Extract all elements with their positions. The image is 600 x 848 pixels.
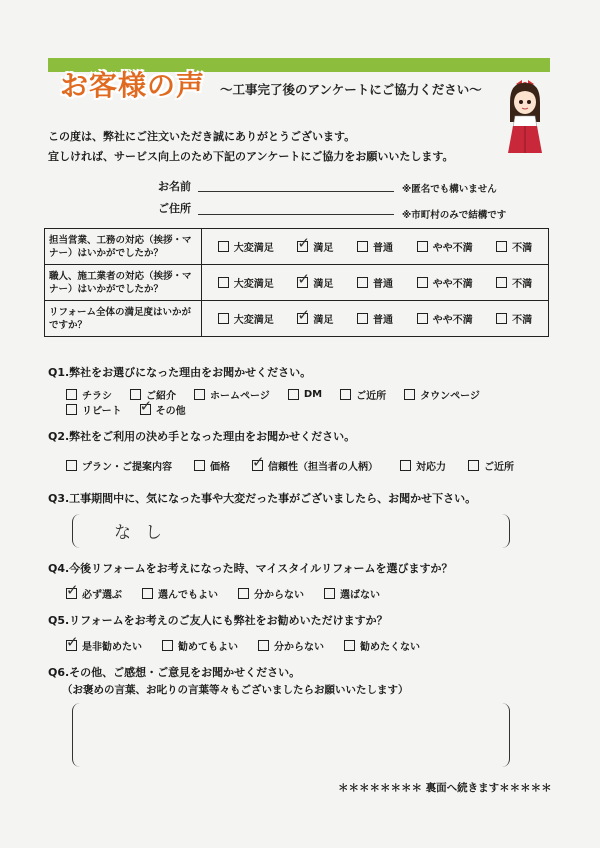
q2-option-plan[interactable]: プラン・ご提案内容 (66, 458, 172, 473)
q1-option-dm[interactable]: DM (288, 389, 322, 400)
checkmark-icon: ✓ (66, 581, 79, 599)
checkbox[interactable] (496, 313, 507, 324)
option-very-satisfied[interactable]: 大変満足 (218, 239, 274, 254)
option-somewhat-unsatisfied[interactable]: やや不満 (417, 275, 473, 290)
q2-title: Q2.弊社をご利用の決め手となった理由をお聞かせください。 (48, 430, 356, 443)
checkbox[interactable] (417, 277, 428, 288)
q4-option-no[interactable]: 選ばない (324, 586, 380, 601)
q5-option-no[interactable]: 勧めたくない (344, 638, 420, 653)
checkbox-checked[interactable] (252, 453, 265, 471)
checkbox[interactable] (66, 389, 77, 400)
name-field[interactable] (198, 190, 394, 192)
checkbox[interactable] (218, 277, 229, 288)
continue-note: ＊＊＊＊＊＊＊＊ 裏面へ続きます＊＊＊＊＊ (338, 782, 552, 794)
checkbox[interactable] (194, 389, 205, 400)
checkbox[interactable] (496, 241, 507, 252)
satisfaction-options (202, 229, 549, 265)
q6-subtitle: （お褒めの言葉、お叱りの言葉等々もございましたらお願いいたします） (62, 684, 409, 696)
checkbox[interactable] (417, 241, 428, 252)
q1-option-repeat[interactable]: リピート (66, 402, 122, 417)
q2-options (66, 453, 514, 473)
address-note: ※市町村のみで結構です (402, 210, 507, 221)
q3-answer: なし (114, 523, 176, 543)
address-field[interactable] (198, 213, 394, 215)
q4-option-unsure[interactable]: 分からない (238, 586, 304, 601)
satisfaction-options (202, 301, 549, 337)
checkbox[interactable] (344, 640, 355, 651)
checkbox[interactable] (496, 277, 507, 288)
checkmark-icon: ✓ (297, 270, 310, 288)
checkbox[interactable] (162, 640, 173, 651)
q2-option-neighborhood[interactable]: ご近所 (468, 458, 514, 473)
option-neutral[interactable]: 普通 (357, 311, 393, 326)
satisfaction-question: 担当営業、工務の対応（挨拶・マナー）はいかがでしたか？ (45, 229, 202, 265)
q4-options (66, 581, 380, 601)
q5-option-maybe[interactable]: 勧めてもよい (162, 638, 238, 653)
q1-options-row-1 (66, 387, 480, 402)
checkmark-icon: ✓ (66, 633, 79, 651)
option-neutral[interactable]: 普通 (357, 275, 393, 290)
checkbox-checked[interactable] (139, 397, 153, 415)
checkbox-checked[interactable] (66, 581, 79, 599)
checkbox[interactable] (404, 389, 415, 400)
q1-option-flyer[interactable]: チラシ (66, 387, 112, 402)
page-title: お客様の声 (60, 69, 206, 102)
checkmark-icon: ✓ (252, 453, 265, 471)
q1-option-neighborhood[interactable]: ご近所 (340, 387, 386, 402)
option-unsatisfied[interactable]: 不満 (496, 239, 532, 254)
address-label: ご住所 (158, 202, 191, 215)
checkbox[interactable] (340, 389, 351, 400)
checkbox[interactable] (194, 460, 205, 471)
q5-option-definitely[interactable]: ✓ 是非勧めたい (66, 633, 142, 653)
option-neutral[interactable]: 普通 (357, 239, 393, 254)
checkbox[interactable] (238, 588, 249, 599)
q1-option-homepage[interactable]: ホームページ (194, 387, 270, 402)
q5-title: Q5.リフォームをお考えのご友人にも弊社をお勧めいただけますか？ (48, 614, 388, 627)
checkbox[interactable] (66, 404, 77, 415)
option-somewhat-unsatisfied[interactable]: やや不満 (417, 239, 473, 254)
name-label: お名前 (158, 180, 191, 193)
checkbox[interactable] (357, 313, 368, 324)
checkbox[interactable] (288, 389, 299, 400)
satisfaction-question: リフォーム全体の満足度はいかがですか？ (45, 301, 202, 337)
q6-answer-box[interactable] (72, 703, 510, 767)
checkbox[interactable] (468, 460, 479, 471)
q1-title: Q1.弊社をお選びになった理由をお聞かせください。 (48, 366, 312, 379)
checkbox-checked[interactable] (297, 234, 310, 252)
checkbox-checked[interactable] (66, 633, 79, 651)
q2-option-trust[interactable]: ✓ 信頼性（担当者の人柄） (252, 453, 378, 473)
checkbox[interactable] (400, 460, 411, 471)
mascot-girl-icon (500, 76, 550, 154)
q2-option-responsiveness[interactable]: 対応力 (400, 458, 446, 473)
option-very-satisfied[interactable]: 大変満足 (218, 311, 274, 326)
intro-line-2: 宜しければ、サービス向上のため下記のアンケートにご協力をお願いいたします。 (48, 150, 454, 163)
satisfaction-question: 職人、施工業者の対応（挨拶・マナー）はいかがでしたか？ (45, 265, 202, 301)
checkbox[interactable] (218, 313, 229, 324)
q2-option-price[interactable]: 価格 (194, 458, 230, 473)
q3-title: Q3.工事期間中に、気になった事や大変だった事がございましたら、お聞かせ下さい。 (48, 492, 477, 505)
checkbox[interactable] (218, 241, 229, 252)
q1-option-townpage[interactable]: タウンページ (404, 387, 480, 402)
q1-options-row-2 (66, 397, 186, 417)
checkbox-checked[interactable] (297, 306, 310, 324)
option-unsatisfied[interactable]: 不満 (496, 275, 532, 290)
option-somewhat-unsatisfied[interactable]: やや不満 (417, 311, 473, 326)
checkbox[interactable] (357, 241, 368, 252)
checkbox[interactable] (142, 588, 153, 599)
option-unsatisfied[interactable]: 不満 (496, 311, 532, 326)
table-row (45, 301, 549, 337)
q5-option-unsure[interactable]: 分からない (258, 638, 324, 653)
checkbox[interactable] (324, 588, 335, 599)
satisfaction-table (44, 228, 549, 337)
option-satisfied[interactable]: ✓ 満足 (297, 234, 334, 254)
option-satisfied[interactable]: ✓ 満足 (297, 306, 334, 326)
intro-line-1: この度は、弊社にご注文いただき誠にありがとうございます。 (48, 130, 356, 143)
name-note: ※匿名でも構いません (402, 184, 497, 195)
checkmark-icon: ✓ (297, 234, 310, 252)
checkbox[interactable] (66, 460, 77, 471)
table-row (45, 229, 549, 265)
q4-option-maybe[interactable]: 選んでもよい (142, 586, 218, 601)
q1-option-referral[interactable]: ご紹介 (130, 387, 176, 402)
q5-options (66, 633, 420, 653)
q6-title: Q6.その他、ご感想・ご意見をお聞かせください。 (48, 666, 301, 679)
checkmark-icon: ✓ (297, 306, 310, 324)
checkmark-icon: ✓ (139, 397, 153, 415)
table-row (45, 265, 549, 301)
q4-option-definitely[interactable]: ✓ 必ず選ぶ (66, 581, 122, 601)
option-satisfied[interactable]: ✓ 満足 (297, 270, 334, 290)
q4-title: Q4.今後リフォームをお考えになった時、マイスタイルリフォームを選びますか？ (48, 562, 453, 575)
option-very-satisfied[interactable]: 大変満足 (218, 275, 274, 290)
q1-option-other[interactable]: ✓ その他 (139, 397, 186, 417)
checkbox[interactable] (357, 277, 368, 288)
checkbox-checked[interactable] (297, 270, 310, 288)
checkbox[interactable] (258, 640, 269, 651)
satisfaction-options (202, 265, 549, 301)
header-banner (48, 58, 550, 102)
page-subtitle: ～工事完了後のアンケートにご協力ください～ (220, 82, 482, 97)
checkbox[interactable] (417, 313, 428, 324)
